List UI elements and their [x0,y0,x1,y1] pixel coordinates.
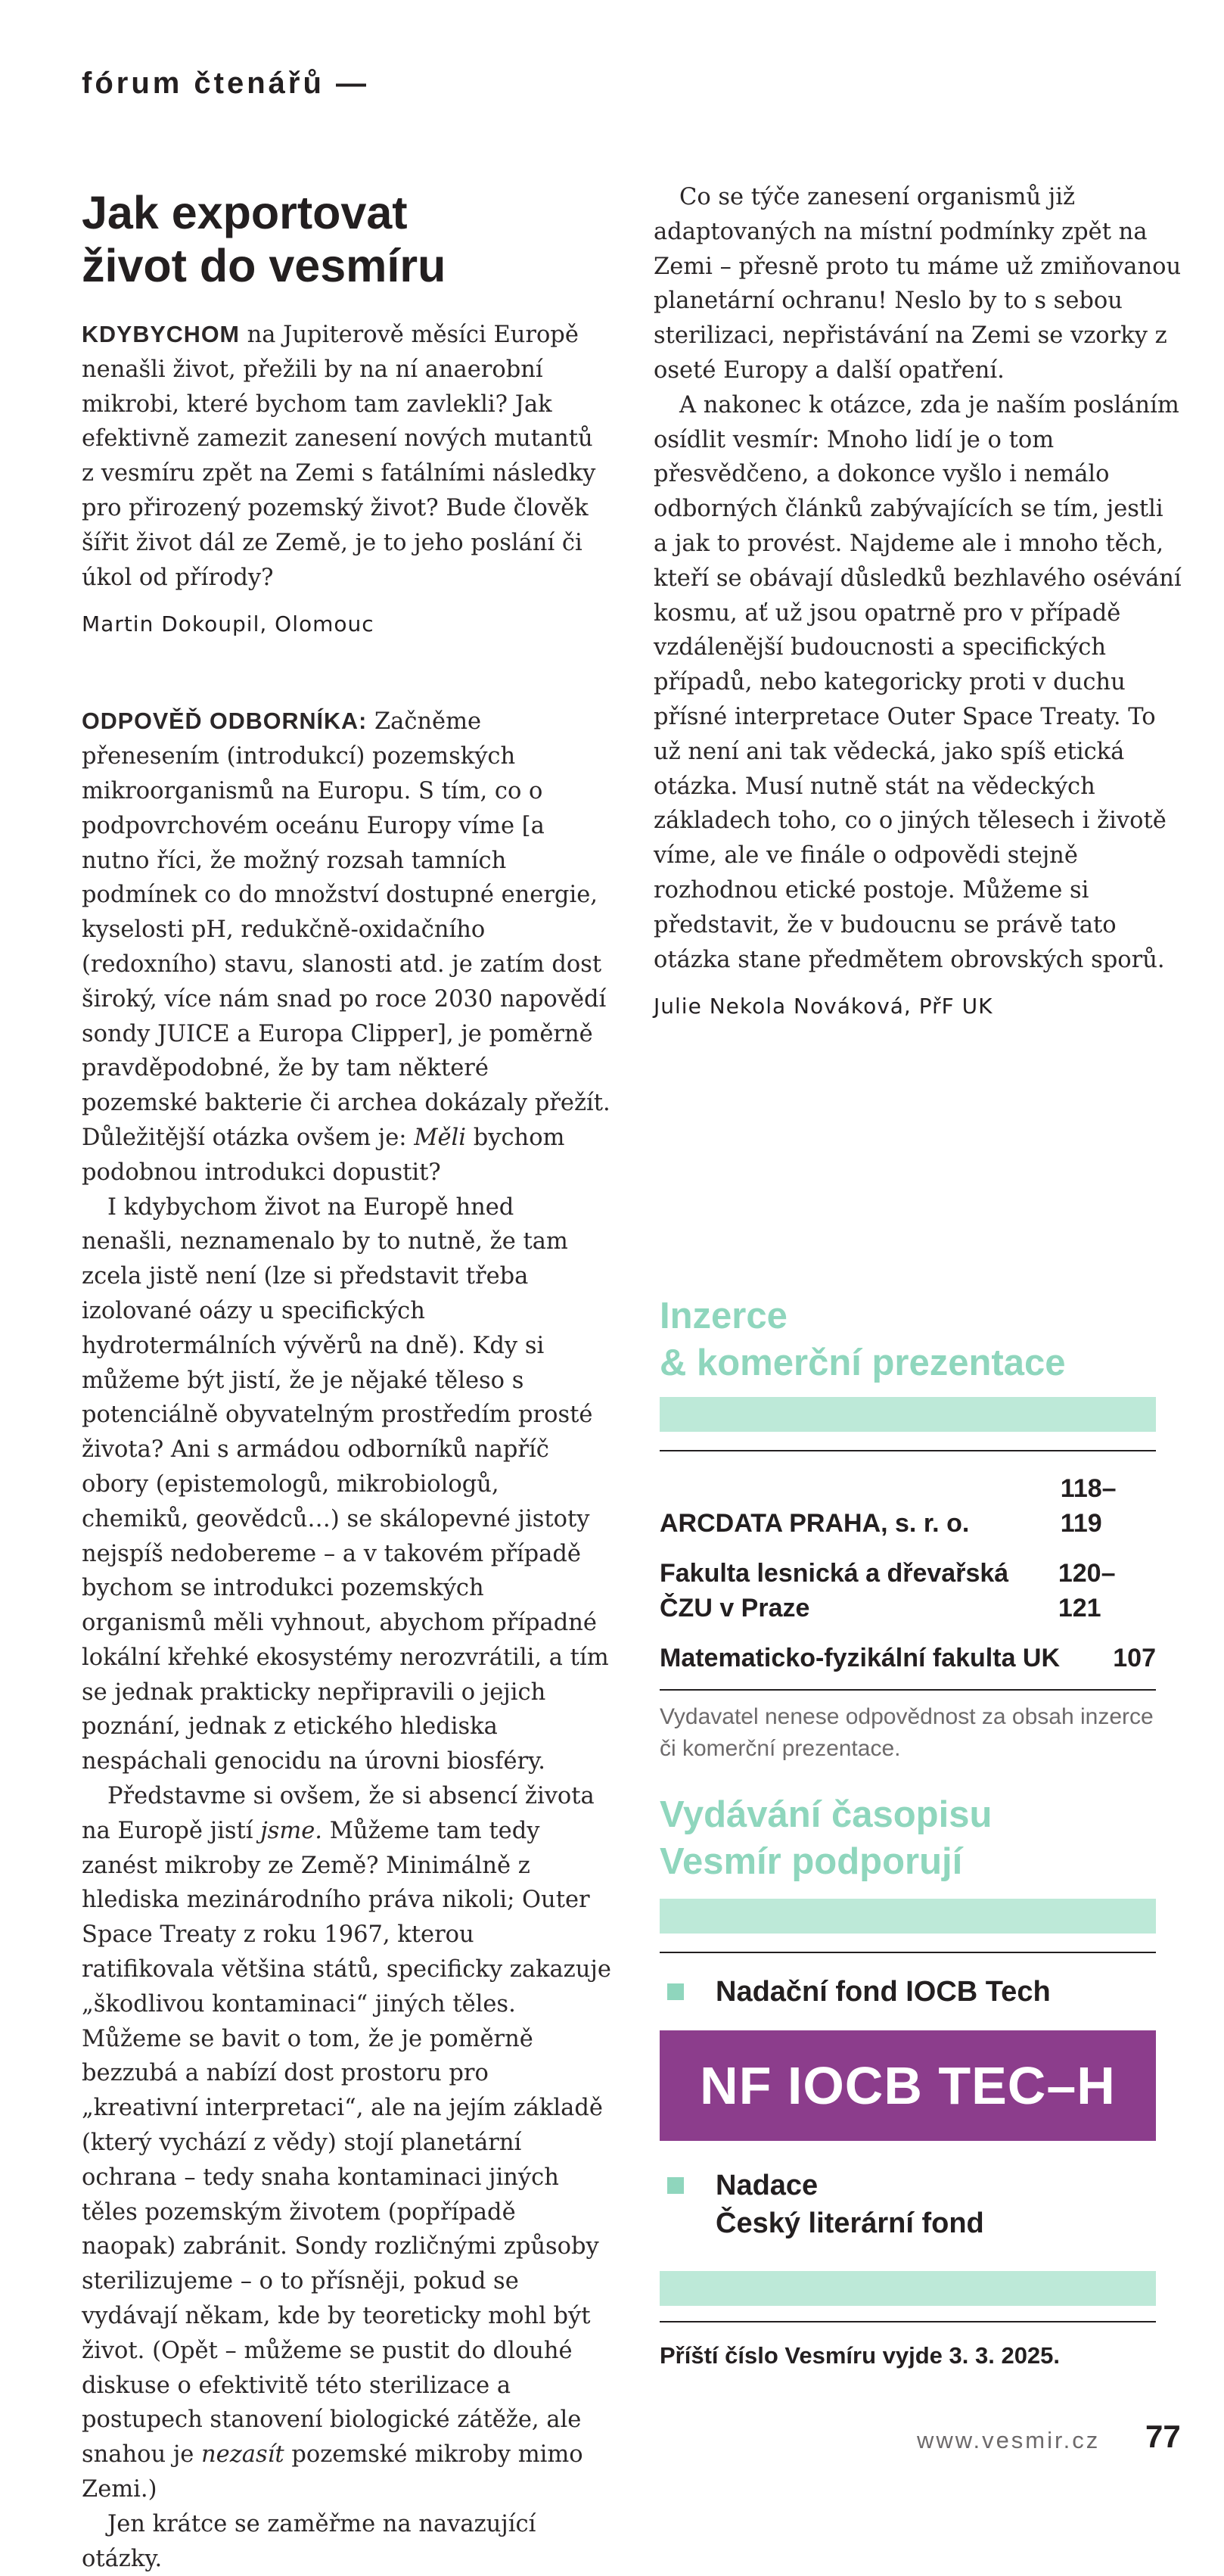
sponsor-name-line-2: Český literární fond [716,2207,984,2239]
support-rule-bottom [660,2321,1156,2322]
ads-panel [660,1293,1156,1765]
iocb-tech-logo [660,2030,1156,2141]
question-author: Martin Dokoupil, Olomouc [82,611,374,637]
answer-p3-em: jsme. [260,1817,322,1844]
question-lead: KDYBYCHOM [82,322,240,347]
bullet-square-icon [667,1983,684,2000]
answer-p1-em: Měli [414,1124,467,1151]
support-title-line-1: Vydávání časopisu [660,1794,993,1835]
logo-text: NF IOCB TEC–H [700,2056,1116,2115]
ads-title-line-1: Inzerce [660,1296,788,1336]
ads-note: Vydavatel nenese odpovědnost za obsah inzerce či komerční prezentace. [660,1704,1154,1761]
ad-item-name: Matematicko-fyzikální fakulta UK [660,1644,1061,1672]
support-title [660,1791,1156,1885]
answer-paragraph-4: Jen krátce se zaměřme na navazující otázky. [82,2510,536,2572]
ad-item-pages: 118–119 [1060,1474,1117,1538]
next-issue-notice: Příští číslo Vesmíru vyjde 3. 3. 2025. [660,2342,1061,2369]
answer-paragraph-6: A nakonec k otázce, zda je naším posláním osídlit vesmír: Mnoho lidí je o tom přesvědčeno, a dokonce vyšlo i nemálo odborných článků zabývajících se tím, jestli a jak to provést. Najdeme ale i mnoho těch, kteří se obávají důsledků bezhlavého osévání kosmu, ať už jsou opatrně pro v případě vzdálenější budoucnosti a specifických případů, nebo kategoricky proti v duchu přísné interpretace Outer Space Treaty. To už není ani tak vědecká, jako spíš etická otázka. Musí nutně stát na vědeckých základech toho, co o jiných tělesech i životě víme, ale ve finále o odpovědi stejně rozhodnou etické postoje. Můžeme si představit, že v budoucnu se právě tato otázka stane předmětem obrovských sporů. [654,391,1182,973]
answer-p3-c: pozemské mikroby mimo Zemi.) [82,2441,583,2503]
sponsor-name-line-1: Nadace [716,2170,819,2201]
bullet-square-icon [667,2177,684,2194]
sponsor-item [660,1973,1156,2011]
ad-item [660,1556,1156,1626]
answer-paragraph-2: I kdybychom život na Europě hned nenašli, neznamenalo by to nutně, že tam zcela jistě není (lze si představit třeba izolované oázy u specifických hydrotermálních vývěrů na dně). Kdy si můžeme být jistí, že je nějaké těleso s potenciálně obyvatelným prostředím prosté života? Ani s armádou odborníků napříč obory (epistemologů, mikrobiologů, chemiků, geovědců…) se skálopevné jistoty nejspíš nedobereme – a v takovém případě bychom se introdukci pozemských organismů měli vyhnout, abychom případné lokální křehké ekosystémy nerozvrátili, a tím se jednak prakticky nepřipravili o jejich poznání, jednak z etického hlediska nespáchali genocidu na úrovni biosféry. [82,1193,609,1775]
ad-item-name: ARCDATA PRAHA, s. r. o. [660,1509,970,1538]
ad-item-name: Fakulta lesnická a dřevařská ČZU v Praze [660,1559,1009,1622]
title-line-2: život do vesmíru [82,240,446,291]
support-rule [660,1952,1156,1953]
ad-item-pages: 120–121 [1058,1559,1116,1622]
support-accent-bar [660,1899,1156,1934]
ad-item [660,1471,1156,1541]
answer-paragraph-3 [82,1779,611,2507]
ads-accent-bar [660,1397,1156,1432]
title-line-1: Jak exportovat [82,187,408,238]
answer-author: Julie Nekola Nováková, PřF UK [654,994,993,1019]
answer-paragraph-5: Co se týče zanesení organismů již adaptovaných na místní podmínky zpět na Zemi – přesně proto tu máme už zmiňovanou planetární ochranu! Neslo by to s sebou sterilizaci, nepřistávání na Zemi se vzorky z oseté Europy a další opatření. [654,184,1182,384]
section-label: fórum čtenářů — [82,67,370,100]
sponsor-name: Nadační fond IOCB Tech [716,1976,1051,2008]
ad-item [660,1641,1156,1675]
ad-item-pages: 107 [1113,1644,1156,1672]
footer-url: www.vesmir.cz [917,2427,1101,2453]
ads-title-line-2: & komerční prezentace [660,1342,1066,1383]
answer-p3-a: Představme si ovšem, že si absencí života na Europě jistí [82,1783,595,1844]
support-panel [660,1791,1156,2369]
answer-p1-a: Začněme přenesením (introdukcí) pozemských mikroorganismů na Europu. S tím, co o podpovrchovém oceánu Europy víme [a nutno říci, že možný rozsah tamních podmínek co do množství dostupné energie, kyselosti pH, redukčně-oxidačního (redoxního) stavu, slanosti atd. je zatím dost široký, více nám snad po roce 2030 napovědí sondy JUICE a Europa Clipper], je poměrně pravděpodobné, že by tam některé pozemské bakterie či archea dokázaly přežít. Důležitější otázka ovšem je: [82,708,610,1151]
answer-p3-em2: nezasít [201,2441,284,2469]
support-title-line-2: Vesmír podporují [660,1841,963,1882]
answer-p1-b: bychom podobnou introdukci dopustit? [82,1124,565,1186]
ads-title [660,1293,1156,1386]
ads-rule [660,1450,1156,1451]
support-accent-bar-bottom [660,2271,1156,2306]
sponsor-item [660,2167,1156,2242]
right-column [654,180,1183,1019]
answer-p3-b: Můžeme tam tedy zanést mikroby ze Země? Minimálně z hlediska mezinárodního práva nikoli; Outer Space Treaty z roku 1967, kterou ratifikovala většina států, specificky zakazuje „škodlivou kontaminaci“ jiných těles. Můžeme se bavit o tom, že je poměrně bezzubá a nabízí dost prostoru pro „kreativní interpretaci“, ale na jejím základě (který vychází z vědy) stojí planetární ochrana – tedy snaha kontaminaci jiných těles pozemským životem (popřípadě naopak) zabránit. Sondy rozličnými způsoby sterilizujeme – o to přísněji, pokud se vydávají někam, kde by teoreticky mohl být život. (Opět – můžeme se pustit do dlouhé diskuse o efektivitě této sterilizace a postupech stanovení biologické zátěže, ale snahou je [82,1817,611,2469]
page-number: 77 [1145,2419,1181,2454]
answer-lead: ODPOVĚĎ ODBORNÍKA: [82,708,368,735]
sponsor-name [716,2167,984,2242]
answer-paragraph-1 [82,705,611,1190]
ads-rule-bottom [660,1689,1156,1691]
left-column [82,186,611,2576]
question-text: na Jupiterově měsíci Europě nenašli život, přežili by na ní anaerobní mikrobi, které bychom tam zavlekli? Jak efektivně zamezit zanesení nových mutantů z vesmíru zpět na Zemi s fatálními následky pro přirozený pozemský život? Bude člověk šířit život dál ze Země, je to jeho poslání či úkol od přírody? [82,322,596,591]
article-title [82,186,611,292]
reader-question [82,318,611,595]
